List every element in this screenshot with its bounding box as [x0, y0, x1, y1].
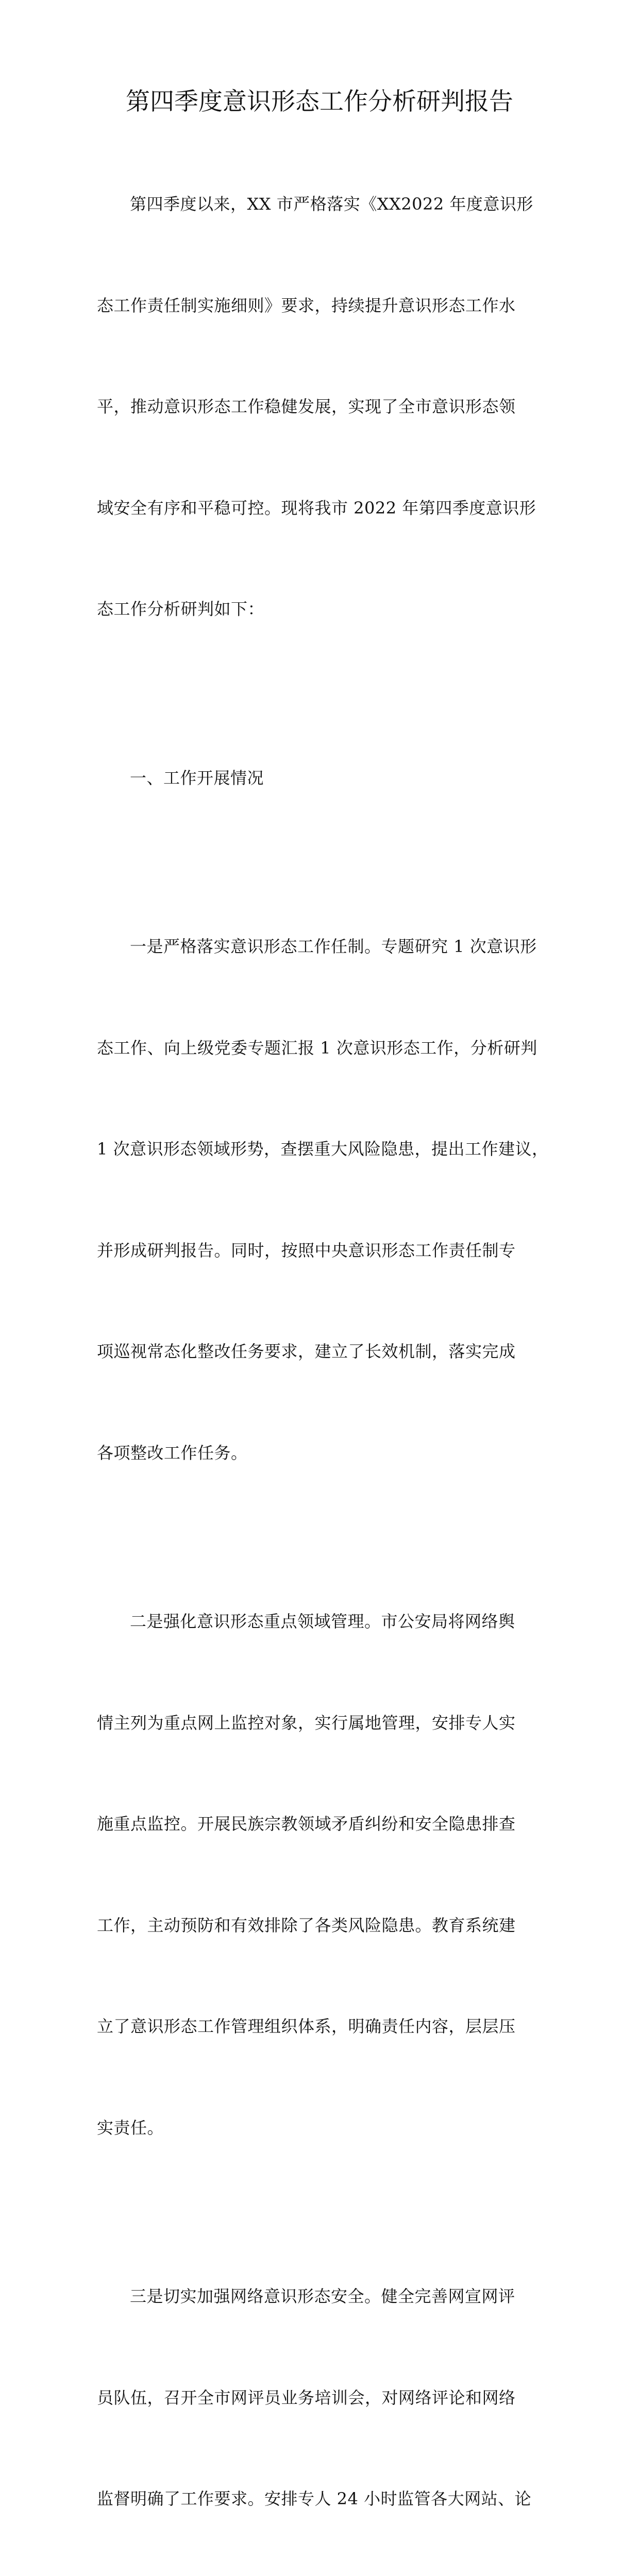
section-heading	[97, 694, 541, 863]
paragraph-line: 各项整改工作任务。	[97, 1443, 248, 1463]
paragraph-line: 工作，主动预防和有效排除了各类风险隐患。教育系统建	[97, 1915, 516, 1935]
paragraph-line: 第四季度以来，XX 市严格落实《XX2022 年度意识形	[130, 194, 533, 214]
paragraph-line: 1 次意识形态领域形势，查摆重大风险隐患，提出工作建议，	[97, 1139, 549, 1159]
paragraph-line: 实责任。	[97, 2117, 164, 2138]
paragraph-item-1	[97, 862, 549, 1537]
paragraph-line: 施重点监控。开展民族宗教领域矛盾纠纷和安全隐患排查	[97, 1814, 516, 1834]
document-title: 第四季度意识形态工作分析研判报告	[126, 88, 513, 116]
paragraph-line: 监督明确了工作要求。安排专人 24 小时监管各大网站、论	[97, 2489, 532, 2509]
paragraph-line: 立了意识形态工作管理组织体系，明确责任内容，层层压	[97, 2016, 516, 2036]
paragraph-line: 态工作分析研判如下：	[97, 599, 265, 619]
paragraph-line: 一是严格落实意识形态工作任制。专题研究 1 次意识形	[130, 937, 537, 956]
paragraph-line: 情主列为重点网上监控对象，实行属地管理，安排专人实	[97, 1713, 516, 1733]
paragraph-item-3	[97, 2212, 541, 2576]
paragraph-intro	[97, 120, 541, 694]
paragraph-item-2	[97, 1537, 541, 2212]
paragraph-line: 项巡视常态化整改任务要求，建立了长效机制，落实完成	[97, 1342, 516, 1361]
paragraph-line: 二是强化意识形态重点领域管理。市公安局将网络舆	[130, 1612, 515, 1631]
paragraph-line: 平，推动意识形态工作稳健发展，实现了全市意识形态领	[97, 397, 516, 416]
paragraph-line: 态工作责任制实施细则》要求，持续提升意识形态工作水	[97, 295, 516, 315]
paragraph-line: 并形成研判报告。同时，按照中央意识形态工作责任制专	[97, 1240, 516, 1260]
paragraph-line: 域安全有序和平稳可控。现将我市 2022 年第四季度意识形	[97, 498, 536, 518]
document-body	[97, 120, 549, 2576]
paragraph-line: 一、工作开展情况	[130, 768, 264, 788]
paragraph-line: 三是切实加强网络意识形态安全。健全完善网宣网评	[130, 2286, 515, 2306]
paragraph-line: 员队伍，召开全市网评员业务培训会，对网络评论和网络	[97, 2387, 516, 2408]
paragraph-line: 态工作、向上级党委专题汇报 1 次意识形态工作，分析研判	[97, 1038, 537, 1058]
